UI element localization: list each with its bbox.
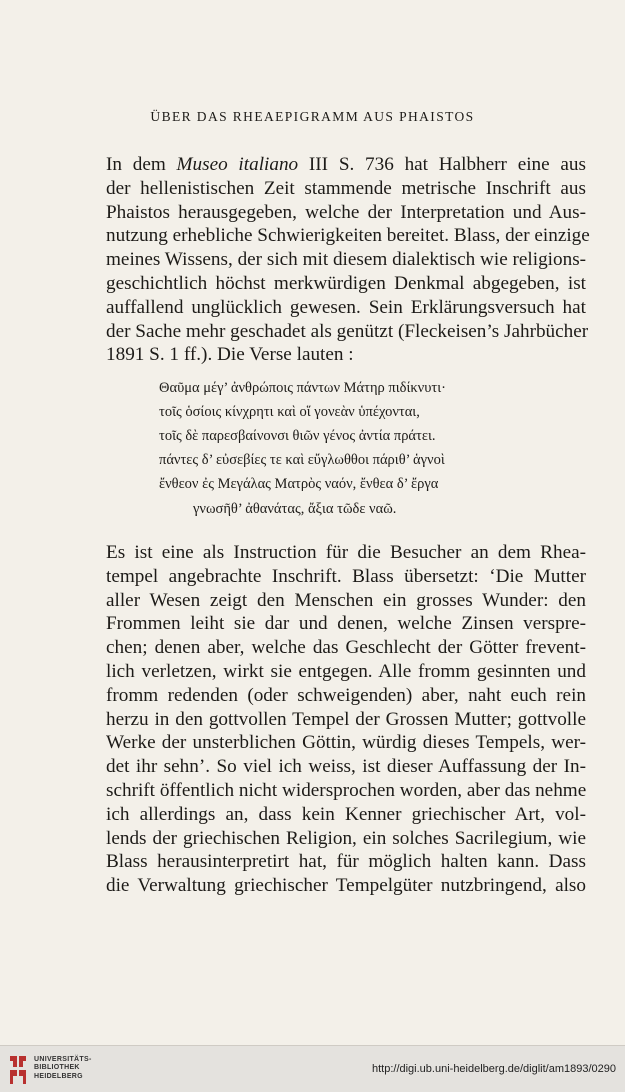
text-line: nutzung erhebliche Schwierigkeiten bereitet. Blass, der einzige bbox=[106, 225, 590, 247]
text-line: fromm redenden (oder schweigenden) aber, naht euch rein bbox=[106, 684, 586, 706]
greek-verse-line: ἔνθεον ἐς Μεγάλας Ματρὸς ναόν, ἔνθεα δ’ ἔργα bbox=[159, 476, 439, 492]
text-line: Frommen leiht sie dar und denen, welche Zinsen verspre- bbox=[106, 613, 586, 635]
text-line: der hellenistischen Zeit stammende metrische Inschrift aus bbox=[106, 177, 586, 199]
text-line: herzu in den gottvollen Tempel der Grossen Mutter; gottvolle bbox=[106, 708, 586, 730]
text-line: der Sache mehr geschadet als genützt (Fleckeisen’s Jahrbücher bbox=[106, 320, 589, 342]
greek-verse-line: τοῖς ὁσίοις κίνχρητι καὶ οἵ γονεὰν ὑπέχονται, bbox=[159, 404, 420, 420]
source-url-link[interactable]: http://digi.ub.uni-heidelberg.de/diglit/am1893/0290 bbox=[371, 1063, 616, 1075]
page-title: ÜBER DAS RHEAEPIGRAMM AUS PHAISTOS bbox=[150, 109, 475, 124]
logo-line-1: UNIVERSITÄTS- bbox=[34, 1056, 92, 1063]
text-line: chen; denen aber, welche das Geschlecht der Götter frevent- bbox=[106, 637, 586, 659]
text-line: lends der griechischen Religion, ein solches Sacrilegium, wie bbox=[106, 827, 586, 849]
text-line: Phaistos herausgegeben, welche der Interpretation und Aus- bbox=[106, 201, 586, 223]
italic-title: Museo italiano bbox=[176, 154, 299, 175]
library-logo-text bbox=[34, 1056, 92, 1081]
text-line: tempel angebrachte Inschrift. Blass übersetzt: ‘Die Mutter bbox=[106, 565, 586, 587]
text-line: die Verwaltung griechischer Tempelgüter nutzbringend, also bbox=[106, 875, 586, 897]
greek-verse-line: Θαῦμα μέγ’ ἀνθρώποις πάντων Μάτηρ πιδίκνυτι· bbox=[159, 380, 446, 396]
library-logo-icon bbox=[7, 1054, 29, 1086]
text-line: aller Wesen zeigt den Menschen ein grosses Wunder: den bbox=[106, 589, 586, 611]
greek-verse-line: πάντες δ’ εὐσεβίες τε καὶ εὔγλωθθοι πάριθ’ ἁγνοὶ bbox=[159, 452, 445, 468]
logo-line-3: HEIDELBERG bbox=[34, 1072, 83, 1080]
greek-verse-line: τοῖς δὲ παρεσβαίνονσι θιῶν γένος ἀντία πράτει. bbox=[159, 428, 436, 444]
text-line: 1891 S. 1 ff.). Die Verse lauten : bbox=[106, 344, 354, 366]
text-line: Blass herausinterpretirt hat, für möglich halten kann. Dass bbox=[106, 851, 586, 873]
text-line: ich allerdings an, dass kein Kenner griechischer Art, vol- bbox=[106, 803, 586, 825]
text-line: meines Wissens, der sich mit diesem dialektisch wie religions- bbox=[106, 249, 587, 271]
text-line: det ihr sehn’. So viel ich weiss, ist dieser Auffassung der In- bbox=[106, 756, 586, 778]
text-line: schrift öffentlich nicht widersprochen worden, aber das nehme bbox=[106, 779, 587, 801]
text-line: In dem Museo italiano III S. 736 hat Halbherr eine aus bbox=[106, 154, 586, 175]
text-line: Es ist eine als Instruction für die Besucher an dem Rhea- bbox=[106, 542, 586, 563]
logo-line-2: BIBLIOTHEK bbox=[34, 1064, 80, 1072]
text-line: auffallend unglücklich gewesen. Sein Erklärungsversuch hat bbox=[106, 296, 586, 318]
text-line: lich verletzen, wirkt sie entgegen. Alle fromm gesinnten und bbox=[106, 660, 586, 682]
paragraph-1 bbox=[106, 153, 590, 367]
paragraph-2 bbox=[106, 541, 586, 898]
text-line: geschichtlich höchst merkwürdigen Denkmal abgegeben, ist bbox=[106, 272, 586, 294]
text-line: Werke der unsterblichen Göttin, würdig dieses Tempels, wer- bbox=[106, 732, 586, 754]
library-footer bbox=[0, 1045, 625, 1092]
greek-verse-line: γνωσῆθ’ ἀθανάτας, ἄξια τῶδε ναῶ. bbox=[193, 501, 397, 517]
